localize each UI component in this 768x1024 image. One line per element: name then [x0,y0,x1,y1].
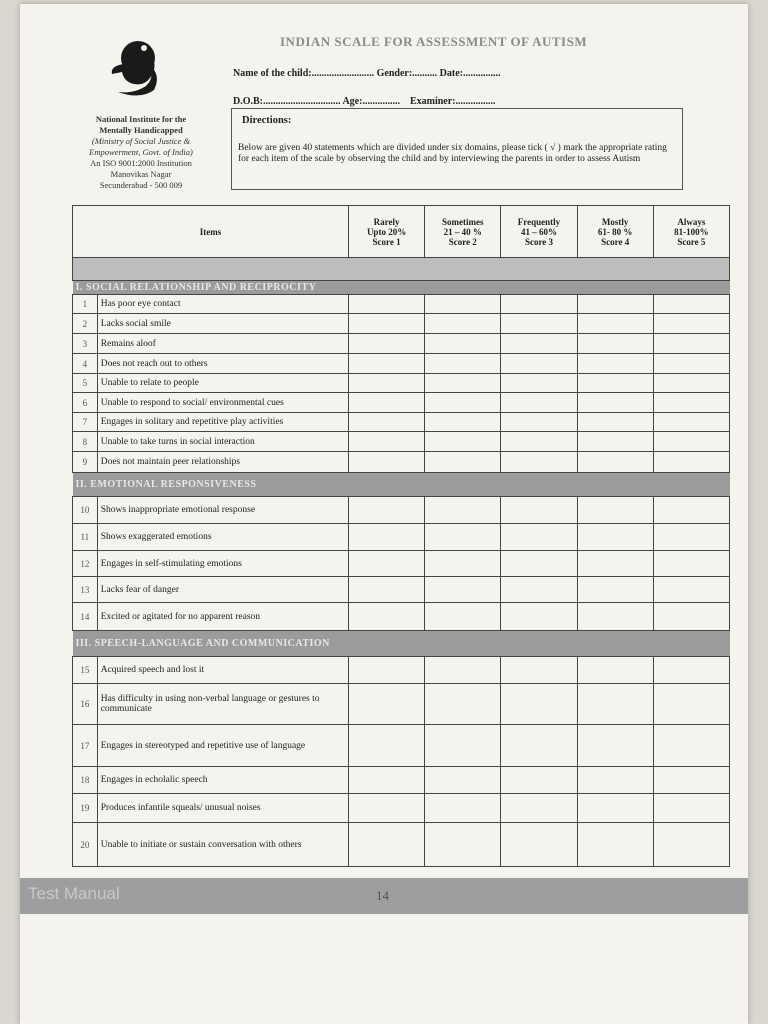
item-text: Remains aloof [97,334,348,354]
score-cell-frequently[interactable] [501,452,577,473]
item-text: Engages in echolalic speech [97,767,348,794]
item-number: 20 [73,823,98,867]
assessment-table [72,205,730,867]
score-cell-mostly[interactable] [577,295,653,314]
score-cell-rarely[interactable] [348,413,424,432]
item-text: Shows exaggerated emotions [97,524,348,551]
item-number: 10 [73,497,98,524]
score-cell-frequently[interactable] [501,603,577,631]
item-text: Lacks fear of danger [97,577,348,603]
item-number: 18 [73,767,98,794]
score-cell-frequently[interactable] [501,497,577,524]
score-cell-sometimes[interactable] [425,767,501,794]
score-cell-rarely[interactable] [348,823,424,867]
table-row [73,295,730,314]
table-row [73,393,730,413]
item-text: Acquired speech and lost it [97,657,348,684]
item-text: Excited or agitated for no apparent reason [97,603,348,631]
item-text: Shows inappropriate emotional response [97,497,348,524]
item-text: Engages in solitary and repetitive play activities [97,413,348,432]
score-cell-mostly[interactable] [577,551,653,577]
page-number: 14 [376,888,389,903]
score-cell-always[interactable] [653,551,729,577]
manual-label: Test Manual [28,884,120,903]
item-text: Lacks social smile [97,314,348,334]
score-cell-rarely[interactable] [348,354,424,374]
score-cell-sometimes[interactable] [425,823,501,867]
items-header: Items [73,206,349,258]
score-cell-frequently[interactable] [501,551,577,577]
score-cell-mostly[interactable] [577,393,653,413]
item-number: 4 [73,354,98,374]
item-number: 8 [73,432,98,452]
score-cell-sometimes[interactable] [425,725,501,767]
score-cell-rarely[interactable] [348,767,424,794]
score-cell-rarely[interactable] [348,393,424,413]
date-label: Date: [439,68,463,79]
score-cell-frequently[interactable] [501,823,577,867]
institute-line: National Institute for the [95,114,187,124]
score-cell-always[interactable] [653,393,729,413]
item-number: 19 [73,794,98,823]
score-cell-always[interactable] [653,452,729,473]
score-cell-always[interactable] [653,684,729,725]
score-cell-mostly[interactable] [577,452,653,473]
table-row [73,725,730,767]
score-cell-sometimes[interactable] [425,551,501,577]
item-number: 5 [73,374,98,393]
score-cell-always[interactable] [653,603,729,631]
column-header-rarely: Rarely Upto 20% Score 1 [348,206,424,258]
score-cell-always[interactable] [653,725,729,767]
column-header-mostly: Mostly 61- 80 % Score 4 [577,206,653,258]
item-number: 11 [73,524,98,551]
table-spacer [73,258,730,281]
table-row [73,823,730,867]
score-cell-always[interactable] [653,314,729,334]
score-cell-frequently[interactable] [501,374,577,393]
score-cell-sometimes[interactable] [425,452,501,473]
item-number: 9 [73,452,98,473]
score-cell-mostly[interactable] [577,603,653,631]
item-number: 3 [73,334,98,354]
domain-3-rows [73,657,730,867]
score-cell-mostly[interactable] [577,684,653,725]
domain-2-rows [73,497,730,631]
score-cell-mostly[interactable] [577,432,653,452]
score-cell-always[interactable] [653,577,729,603]
table-row [73,524,730,551]
score-cell-mostly[interactable] [577,314,653,334]
score-cell-frequently[interactable] [501,657,577,684]
domain-title: II. EMOTIONAL RESPONSIVENESS [73,473,730,497]
page-title: INDIAN SCALE FOR ASSESSMENT OF AUTISM [280,34,588,49]
score-cell-rarely[interactable] [348,524,424,551]
score-cell-frequently[interactable] [501,295,577,314]
score-cell-mostly[interactable] [577,657,653,684]
institute-line: An ISO 9001:2000 Institution [90,158,192,168]
item-text: Unable to respond to social/ environmental cues [97,393,348,413]
item-number: 15 [73,657,98,684]
item-text: Has poor eye contact [97,295,348,314]
score-cell-frequently[interactable] [501,314,577,334]
score-cell-rarely[interactable] [348,725,424,767]
score-cell-rarely[interactable] [348,551,424,577]
score-cell-rarely[interactable] [348,684,424,725]
table-row [73,452,730,473]
score-cell-frequently[interactable] [501,577,577,603]
table-row [73,334,730,354]
institute-line: Mentally Handicapped [99,125,183,135]
score-cell-frequently[interactable] [501,413,577,432]
score-cell-mostly[interactable] [577,413,653,432]
item-number: 12 [73,551,98,577]
age-label: Age: [342,96,363,107]
institute-logo-icon [104,34,170,100]
item-text: Produces infantile squeals/ unusual noises [97,794,348,823]
examiner-label: Examiner: [409,96,456,107]
score-cell-sometimes[interactable] [425,314,501,334]
domain-row [73,473,730,497]
score-cell-sometimes[interactable] [425,393,501,413]
score-cell-always[interactable] [653,413,729,432]
score-cell-rarely[interactable] [348,603,424,631]
score-cell-mostly[interactable] [577,577,653,603]
score-cell-mostly[interactable] [577,524,653,551]
score-cell-sometimes[interactable] [425,334,501,354]
item-text: Unable to relate to people [97,374,348,393]
score-cell-rarely[interactable] [348,657,424,684]
child-name-row: Name of the child:......................... Gender:.......... Date:............... [233,68,501,79]
score-cell-sometimes[interactable] [425,432,501,452]
table-row [73,657,730,684]
item-text: Does not reach out to others [97,354,348,374]
score-cell-always[interactable] [653,657,729,684]
domain-1-rows [73,295,730,473]
item-number: 1 [73,295,98,314]
institute-line: Empowerment, Govt. of India) [89,147,193,157]
score-cell-mostly[interactable] [577,354,653,374]
item-number: 16 [73,684,98,725]
institute-block [66,114,216,191]
table-row [73,603,730,631]
item-text: Engages in stereotyped and repetitive use of language [97,725,348,767]
table-row [73,314,730,334]
directions-text: Below are given 40 statements which are divided under six domains, please tick ( √ ) mark the appropriate rating for each item of the scale by observing the child and by interviewing the parents in order to assess Autism [238,143,667,164]
score-cell-frequently[interactable] [501,524,577,551]
item-text: Has difficulty in using non-verbal language or gestures to communicate [97,684,348,725]
institute-line: Manovikas Nagar [110,169,172,179]
score-cell-sometimes[interactable] [425,603,501,631]
table-row [73,767,730,794]
item-text: Unable to take turns in social interaction [97,432,348,452]
score-cell-mostly[interactable] [577,823,653,867]
score-cell-sometimes[interactable] [425,374,501,393]
table-row [73,684,730,725]
table-row [73,374,730,393]
gender-label: Gender: [376,68,413,79]
score-cell-sometimes[interactable] [425,684,501,725]
score-cell-rarely[interactable] [348,577,424,603]
score-cell-frequently[interactable] [501,432,577,452]
institute-line: Secunderabad - 500 009 [99,180,183,190]
column-header-sometimes: Sometimes 21 – 40 % Score 2 [425,206,501,258]
directions-title: Directions: [242,115,292,126]
table-row [73,794,730,823]
score-cell-always[interactable] [653,497,729,524]
item-number: 7 [73,413,98,432]
score-cell-always[interactable] [653,354,729,374]
score-cell-rarely[interactable] [348,314,424,334]
item-number: 2 [73,314,98,334]
domain-row [73,281,730,295]
institute-line: (Ministry of Social Justice & [91,136,191,146]
score-cell-always[interactable] [653,374,729,393]
table-row [73,354,730,374]
footer-bar [20,878,748,914]
score-cell-mostly[interactable] [577,794,653,823]
score-cell-mostly[interactable] [577,725,653,767]
column-header-always: Always 81-100% Score 5 [653,206,729,258]
table-row [73,413,730,432]
score-cell-rarely[interactable] [348,334,424,354]
score-cell-frequently[interactable] [501,684,577,725]
score-cell-rarely[interactable] [348,374,424,393]
score-cell-rarely[interactable] [348,295,424,314]
score-cell-sometimes[interactable] [425,794,501,823]
table-row [73,497,730,524]
header-row [73,206,730,258]
item-text: Unable to initiate or sustain conversation with others [97,823,348,867]
score-cell-always[interactable] [653,823,729,867]
item-number: 14 [73,603,98,631]
score-cell-always[interactable] [653,767,729,794]
score-cell-always[interactable] [653,794,729,823]
score-cell-sometimes[interactable] [425,524,501,551]
table-row [73,432,730,452]
table-row [73,577,730,603]
score-cell-frequently[interactable] [501,354,577,374]
item-text: Does not maintain peer relationships [97,452,348,473]
score-cell-frequently[interactable] [501,393,577,413]
score-cell-rarely[interactable] [348,497,424,524]
item-text: Engages in self-stimulating emotions [97,551,348,577]
score-cell-mostly[interactable] [577,767,653,794]
score-cell-mostly[interactable] [577,497,653,524]
score-cell-rarely[interactable] [348,452,424,473]
dob-row: D.O.B:............................... Age:............... Examiner:................ [233,96,496,107]
score-cell-rarely[interactable] [348,794,424,823]
score-cell-sometimes[interactable] [425,657,501,684]
item-number: 13 [73,577,98,603]
score-cell-frequently[interactable] [501,767,577,794]
score-cell-rarely[interactable] [348,432,424,452]
score-cell-sometimes[interactable] [425,295,501,314]
score-cell-mostly[interactable] [577,374,653,393]
score-cell-always[interactable] [653,524,729,551]
score-cell-frequently[interactable] [501,794,577,823]
score-cell-sometimes[interactable] [425,497,501,524]
dob-label: D.O.B: [233,96,263,107]
score-cell-mostly[interactable] [577,334,653,354]
score-cell-sometimes[interactable] [425,354,501,374]
score-cell-frequently[interactable] [501,334,577,354]
domain-title: I. SOCIAL RELATIONSHIP AND RECIPROCITY [73,281,730,295]
score-cell-sometimes[interactable] [425,413,501,432]
score-cell-sometimes[interactable] [425,577,501,603]
directions-box [231,108,683,190]
score-cell-always[interactable] [653,432,729,452]
score-cell-frequently[interactable] [501,725,577,767]
domain-row [73,631,730,657]
score-cell-always[interactable] [653,295,729,314]
column-header-frequently: Frequently 41 – 60% Score 3 [501,206,577,258]
item-number: 6 [73,393,98,413]
score-cell-always[interactable] [653,334,729,354]
table-row [73,551,730,577]
domain-title: III. SPEECH-LANGUAGE AND COMMUNICATION [73,631,730,657]
item-number: 17 [73,725,98,767]
name-label: Name of the child: [233,68,312,79]
